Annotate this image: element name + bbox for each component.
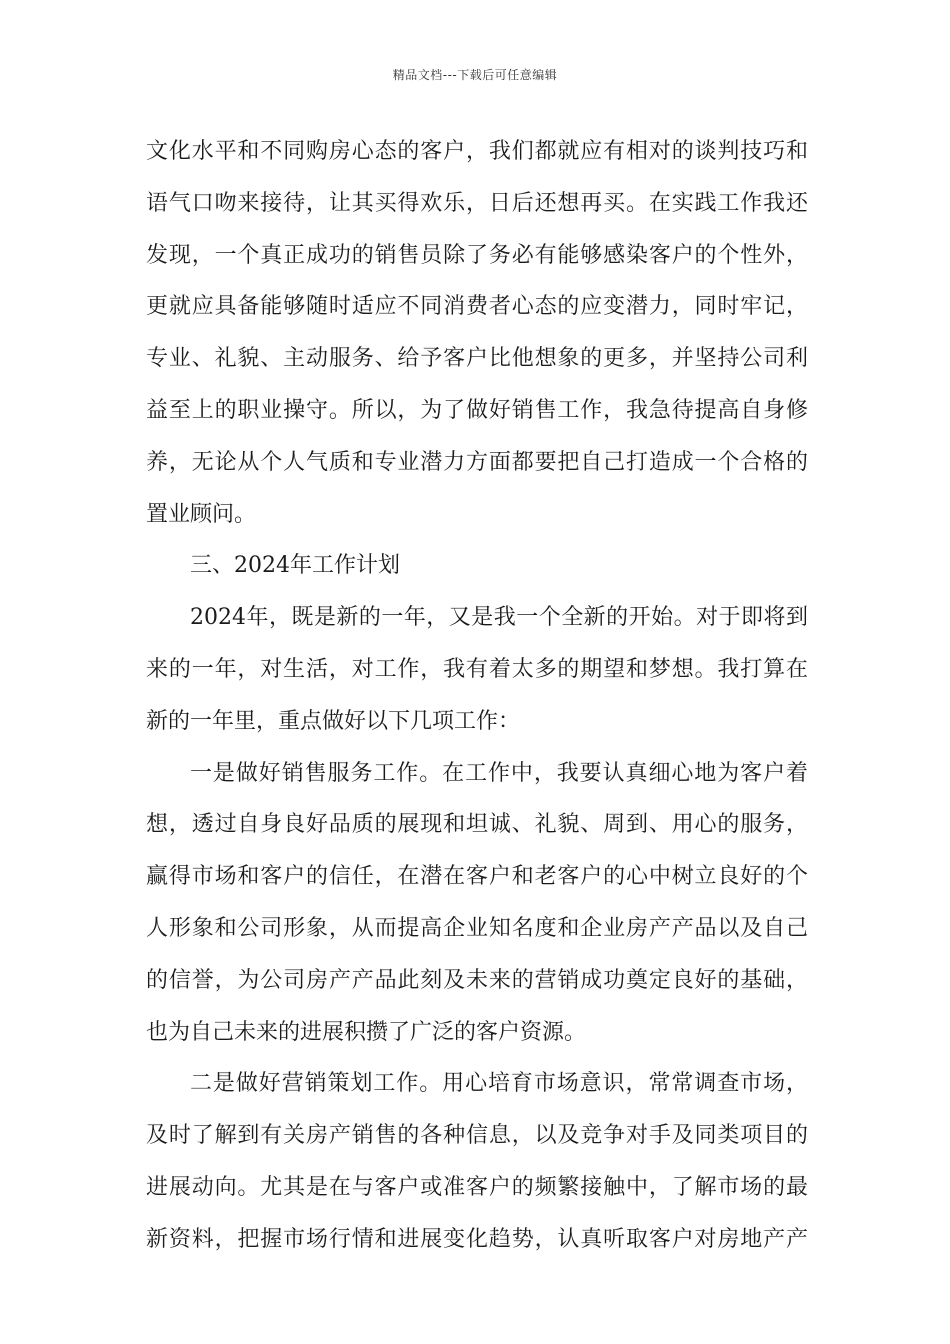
paragraph-line: 2024年，既是新的一年，又是我一个全新的开始。对于即将到 xyxy=(190,605,808,631)
paragraph-line: 的信誉，为公司房产产品此刻及未来的营销成功奠定良好的基础， xyxy=(146,967,808,993)
paragraph-line: 养，无论从个人气质和专业潜力方面都要把自己打造成一个合格的 xyxy=(146,449,808,475)
paragraph-line: 更就应具备能够随时适应不同消费者心态的应变潜力，同时牢记， xyxy=(146,294,808,320)
paragraph-line: 来的一年，对生活，对工作，我有着太多的期望和梦想。我打算在 xyxy=(146,656,808,682)
paragraph-line: 及时了解到有关房产销售的各种信息，以及竞争对手及同类项目的 xyxy=(146,1123,808,1149)
paragraph-line: 也为自己未来的进展积攒了广泛的客户资源。 xyxy=(146,1019,587,1045)
paragraph-line: 二是做好营销策划工作。用心培育市场意识，常常调查市场， xyxy=(190,1071,808,1097)
paragraph-line: 新的一年里，重点做好以下几项工作： xyxy=(146,708,521,734)
paragraph-line: 语气口吻来接待，让其买得欢乐，日后还想再买。在实践工作我还 xyxy=(146,190,808,216)
paragraph-line: 想，透过自身良好品质的展现和坦诚、礼貌、周到、用心的服务， xyxy=(146,812,808,838)
paragraph-line: 进展动向。尤其是在与客户或准客户的频繁接触中，了解市场的最 xyxy=(146,1174,808,1200)
paragraph-line: 一是做好销售服务工作。在工作中，我要认真细心地为客户着 xyxy=(190,760,808,786)
section-heading: 三、2024年工作计划 xyxy=(190,553,400,579)
paragraph-line: 赢得市场和客户的信任，在潜在客户和老客户的心中树立良好的个 xyxy=(146,864,808,890)
paragraph-line: 专业、礼貌、主动服务、给予客户比他想象的更多，并坚持公司利 xyxy=(146,346,808,372)
paragraph-line: 人形象和公司形象，从而提高企业知名度和企业房产产品以及自己 xyxy=(146,915,808,941)
paragraph-line: 益至上的职业操守。所以，为了做好销售工作，我急待提高自身修 xyxy=(146,397,808,423)
page-header: 精品文档---下载后可任意编辑 xyxy=(392,68,558,82)
paragraph-line: 发现，一个真正成功的销售员除了务必有能够感染客户的个性外， xyxy=(146,242,808,268)
paragraph-line: 置业顾问。 xyxy=(146,501,257,527)
document-body xyxy=(146,126,808,1266)
paragraph-line: 文化水平和不同购房心态的客户，我们都就应有相对的谈判技巧和 xyxy=(146,139,808,164)
paragraph-line: 新资料，把握市场行情和进展变化趋势，认真听取客户对房地产产 xyxy=(146,1226,808,1252)
